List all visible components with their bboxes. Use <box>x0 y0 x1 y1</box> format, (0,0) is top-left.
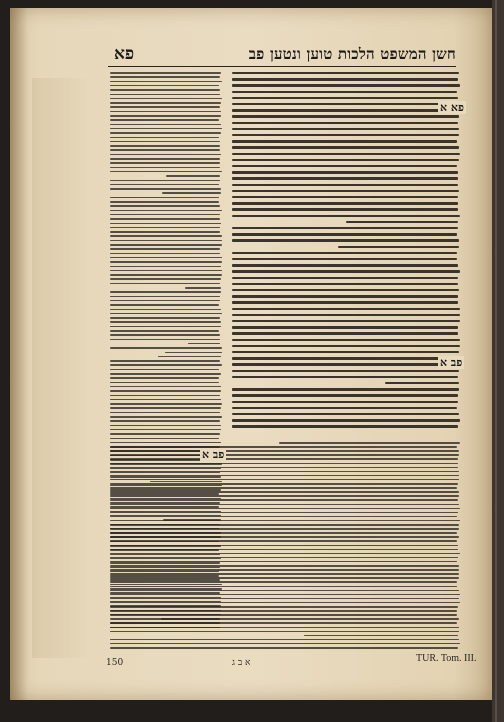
text-line <box>110 278 221 280</box>
text-line <box>232 84 460 86</box>
text-line <box>110 495 459 497</box>
text-line <box>110 180 220 182</box>
text-line <box>232 184 458 186</box>
text-line <box>232 283 458 285</box>
text-line <box>110 223 221 225</box>
text-line <box>232 407 457 409</box>
text-line <box>110 313 222 315</box>
text-line <box>110 218 220 220</box>
text-line <box>110 598 459 600</box>
text-line <box>110 446 457 448</box>
text-line <box>110 85 219 87</box>
text-line <box>232 146 459 148</box>
text-line <box>110 395 220 397</box>
text-line <box>279 442 460 444</box>
text-line <box>232 227 458 229</box>
text-line <box>232 326 458 328</box>
text-line <box>338 246 459 248</box>
text-line <box>110 76 220 78</box>
text-line <box>110 528 459 530</box>
text-line <box>110 454 459 456</box>
text-line <box>110 382 219 384</box>
text-line <box>110 569 459 571</box>
text-line <box>110 557 458 559</box>
text-line <box>110 433 220 435</box>
text-line <box>110 545 458 547</box>
text-line <box>110 425 221 427</box>
text-line <box>110 124 221 126</box>
text-line <box>110 214 220 216</box>
text-line <box>110 614 457 616</box>
section-marker: פב א <box>440 356 463 369</box>
text-line <box>110 145 220 147</box>
text-line <box>232 370 459 372</box>
text-line <box>110 429 221 431</box>
text-line <box>232 339 460 341</box>
text-line <box>385 382 459 384</box>
text-line <box>110 81 222 83</box>
text-line <box>110 450 459 452</box>
text-line <box>110 438 219 440</box>
text-line <box>110 317 220 319</box>
text-line <box>232 301 458 303</box>
footer-signature: א ב ג <box>232 658 251 668</box>
text-line <box>110 162 220 164</box>
text-line <box>110 467 458 469</box>
text-line <box>110 257 222 259</box>
text-line <box>110 606 458 608</box>
text-line <box>110 590 459 592</box>
text-line <box>110 274 222 276</box>
text-line <box>110 420 220 422</box>
text-line <box>232 128 459 130</box>
text-line <box>110 532 457 534</box>
text-line <box>232 252 457 254</box>
text-line <box>232 413 459 415</box>
text-line <box>232 314 460 316</box>
text-line <box>110 586 457 588</box>
text-line <box>110 512 458 514</box>
text-line <box>232 153 460 155</box>
text-line <box>110 111 221 113</box>
text-line <box>110 347 222 349</box>
running-head: חשן המשפט הלכות טוען ונטען פב <box>248 44 456 63</box>
text-line <box>232 115 459 117</box>
text-line <box>110 565 459 567</box>
text-line <box>304 635 458 637</box>
book-edge <box>492 0 504 722</box>
text-line <box>110 72 221 74</box>
text-line <box>110 483 458 485</box>
text-line <box>232 351 459 353</box>
text-line <box>110 137 219 139</box>
text-line <box>110 487 457 489</box>
text-line <box>110 270 222 272</box>
text-line <box>110 326 221 328</box>
text-line <box>232 401 458 403</box>
text-line <box>110 210 222 212</box>
text-line <box>110 373 221 375</box>
footer-volume-label: TUR. Tom. III. <box>416 653 477 664</box>
text-line <box>110 407 221 409</box>
text-line <box>232 122 458 124</box>
text-line <box>110 386 221 388</box>
text-line <box>110 119 219 121</box>
text-line <box>232 258 457 260</box>
text-line <box>232 171 458 173</box>
text-line <box>110 188 221 190</box>
text-line <box>232 388 459 390</box>
text-line <box>110 491 459 493</box>
text-line <box>110 475 459 477</box>
text-line <box>110 499 458 501</box>
section-marker: פב א <box>202 448 225 461</box>
text-line <box>232 177 458 179</box>
text-line <box>110 98 222 100</box>
main-text-column <box>232 70 460 430</box>
text-line <box>110 508 460 510</box>
text-line <box>110 115 221 117</box>
text-line <box>110 520 460 522</box>
text-line <box>110 158 220 160</box>
text-line <box>232 233 457 235</box>
text-line <box>232 165 457 167</box>
text-line <box>110 561 457 563</box>
text-line <box>110 458 458 460</box>
text-line <box>110 524 459 526</box>
text-line <box>110 167 220 169</box>
text-line <box>232 419 460 421</box>
text-line <box>110 573 459 575</box>
text-line <box>110 369 219 371</box>
text-line <box>110 283 220 285</box>
text-line <box>110 549 458 551</box>
text-line <box>232 239 459 241</box>
text-line <box>232 270 460 272</box>
text-line <box>110 471 459 473</box>
footer-page-number: 150 <box>106 658 124 668</box>
text-line <box>110 631 459 633</box>
text-line <box>110 106 220 108</box>
text-line <box>110 643 460 645</box>
text-line <box>110 94 220 96</box>
text-line <box>110 504 459 506</box>
text-line <box>110 536 459 538</box>
text-line <box>110 403 222 405</box>
text-line <box>232 345 460 347</box>
text-line <box>232 357 460 359</box>
text-line <box>232 91 457 93</box>
text-line <box>110 364 222 366</box>
text-line <box>232 159 459 161</box>
text-line <box>110 309 221 311</box>
text-line <box>110 416 222 418</box>
text-line <box>110 296 220 298</box>
text-line <box>346 221 458 223</box>
text-line <box>232 289 459 291</box>
gutter-shadow <box>10 8 28 700</box>
header-rule <box>108 66 456 67</box>
text-line <box>110 639 459 641</box>
text-line <box>110 304 219 306</box>
text-line <box>110 627 459 629</box>
text-line <box>232 97 458 99</box>
text-line <box>232 72 459 74</box>
section-marker: פא א <box>440 101 464 114</box>
text-line <box>110 412 220 414</box>
text-line <box>162 192 221 194</box>
text-line <box>110 577 459 579</box>
text-line <box>110 516 457 518</box>
text-line <box>232 295 458 297</box>
text-line <box>232 103 458 105</box>
text-line <box>158 356 220 358</box>
text-line <box>232 134 459 136</box>
text-line <box>110 141 220 143</box>
text-line <box>185 287 221 289</box>
text-line <box>110 227 220 229</box>
text-line <box>110 291 221 293</box>
text-line <box>110 334 220 336</box>
text-line <box>110 128 222 130</box>
text-line <box>110 154 221 156</box>
text-line <box>110 266 221 268</box>
text-line <box>232 202 458 204</box>
text-line <box>110 602 460 604</box>
text-line <box>110 594 460 596</box>
text-line <box>110 479 459 481</box>
text-line <box>110 89 220 91</box>
text-line <box>165 352 221 354</box>
text-line <box>232 190 459 192</box>
text-line <box>232 277 458 279</box>
text-line <box>110 235 222 237</box>
text-line <box>110 330 219 332</box>
text-line <box>232 308 460 310</box>
text-line <box>110 339 220 341</box>
text-line <box>110 377 219 379</box>
text-line <box>110 244 222 246</box>
folio-number: פא <box>114 44 135 64</box>
text-line <box>188 343 220 345</box>
text-line <box>110 253 220 255</box>
text-line <box>110 321 221 323</box>
text-line <box>232 320 460 322</box>
text-line <box>110 300 220 302</box>
text-line <box>232 264 458 266</box>
page-stain <box>32 78 92 658</box>
text-line <box>110 231 220 233</box>
text-line <box>110 390 221 392</box>
text-line <box>110 360 220 362</box>
text-line <box>110 553 460 555</box>
text-line <box>232 394 458 396</box>
lower-commentary <box>110 440 460 650</box>
text-line <box>166 175 220 177</box>
text-line <box>232 109 460 111</box>
text-line <box>110 197 219 199</box>
text-line <box>110 261 222 263</box>
text-line <box>110 201 219 203</box>
text-line <box>232 363 460 365</box>
text-line <box>232 140 457 142</box>
text-line <box>110 171 222 173</box>
text-line <box>110 622 457 624</box>
text-line <box>232 425 458 427</box>
text-line <box>232 332 458 334</box>
text-line <box>232 196 458 198</box>
text-line <box>110 647 458 649</box>
text-line <box>232 78 458 80</box>
text-line <box>232 376 458 378</box>
text-line <box>110 149 220 151</box>
text-line <box>110 618 459 620</box>
text-line <box>110 240 222 242</box>
text-line <box>110 610 457 612</box>
text-line <box>110 205 220 207</box>
text-line <box>110 248 220 250</box>
text-line <box>232 208 458 210</box>
text-line <box>110 581 457 583</box>
text-line <box>110 132 221 134</box>
text-line <box>110 540 457 542</box>
text-line <box>232 215 460 217</box>
text-line <box>110 463 458 465</box>
text-line <box>110 184 219 186</box>
text-line <box>110 399 221 401</box>
text-line <box>110 102 221 104</box>
page-header <box>108 44 456 64</box>
